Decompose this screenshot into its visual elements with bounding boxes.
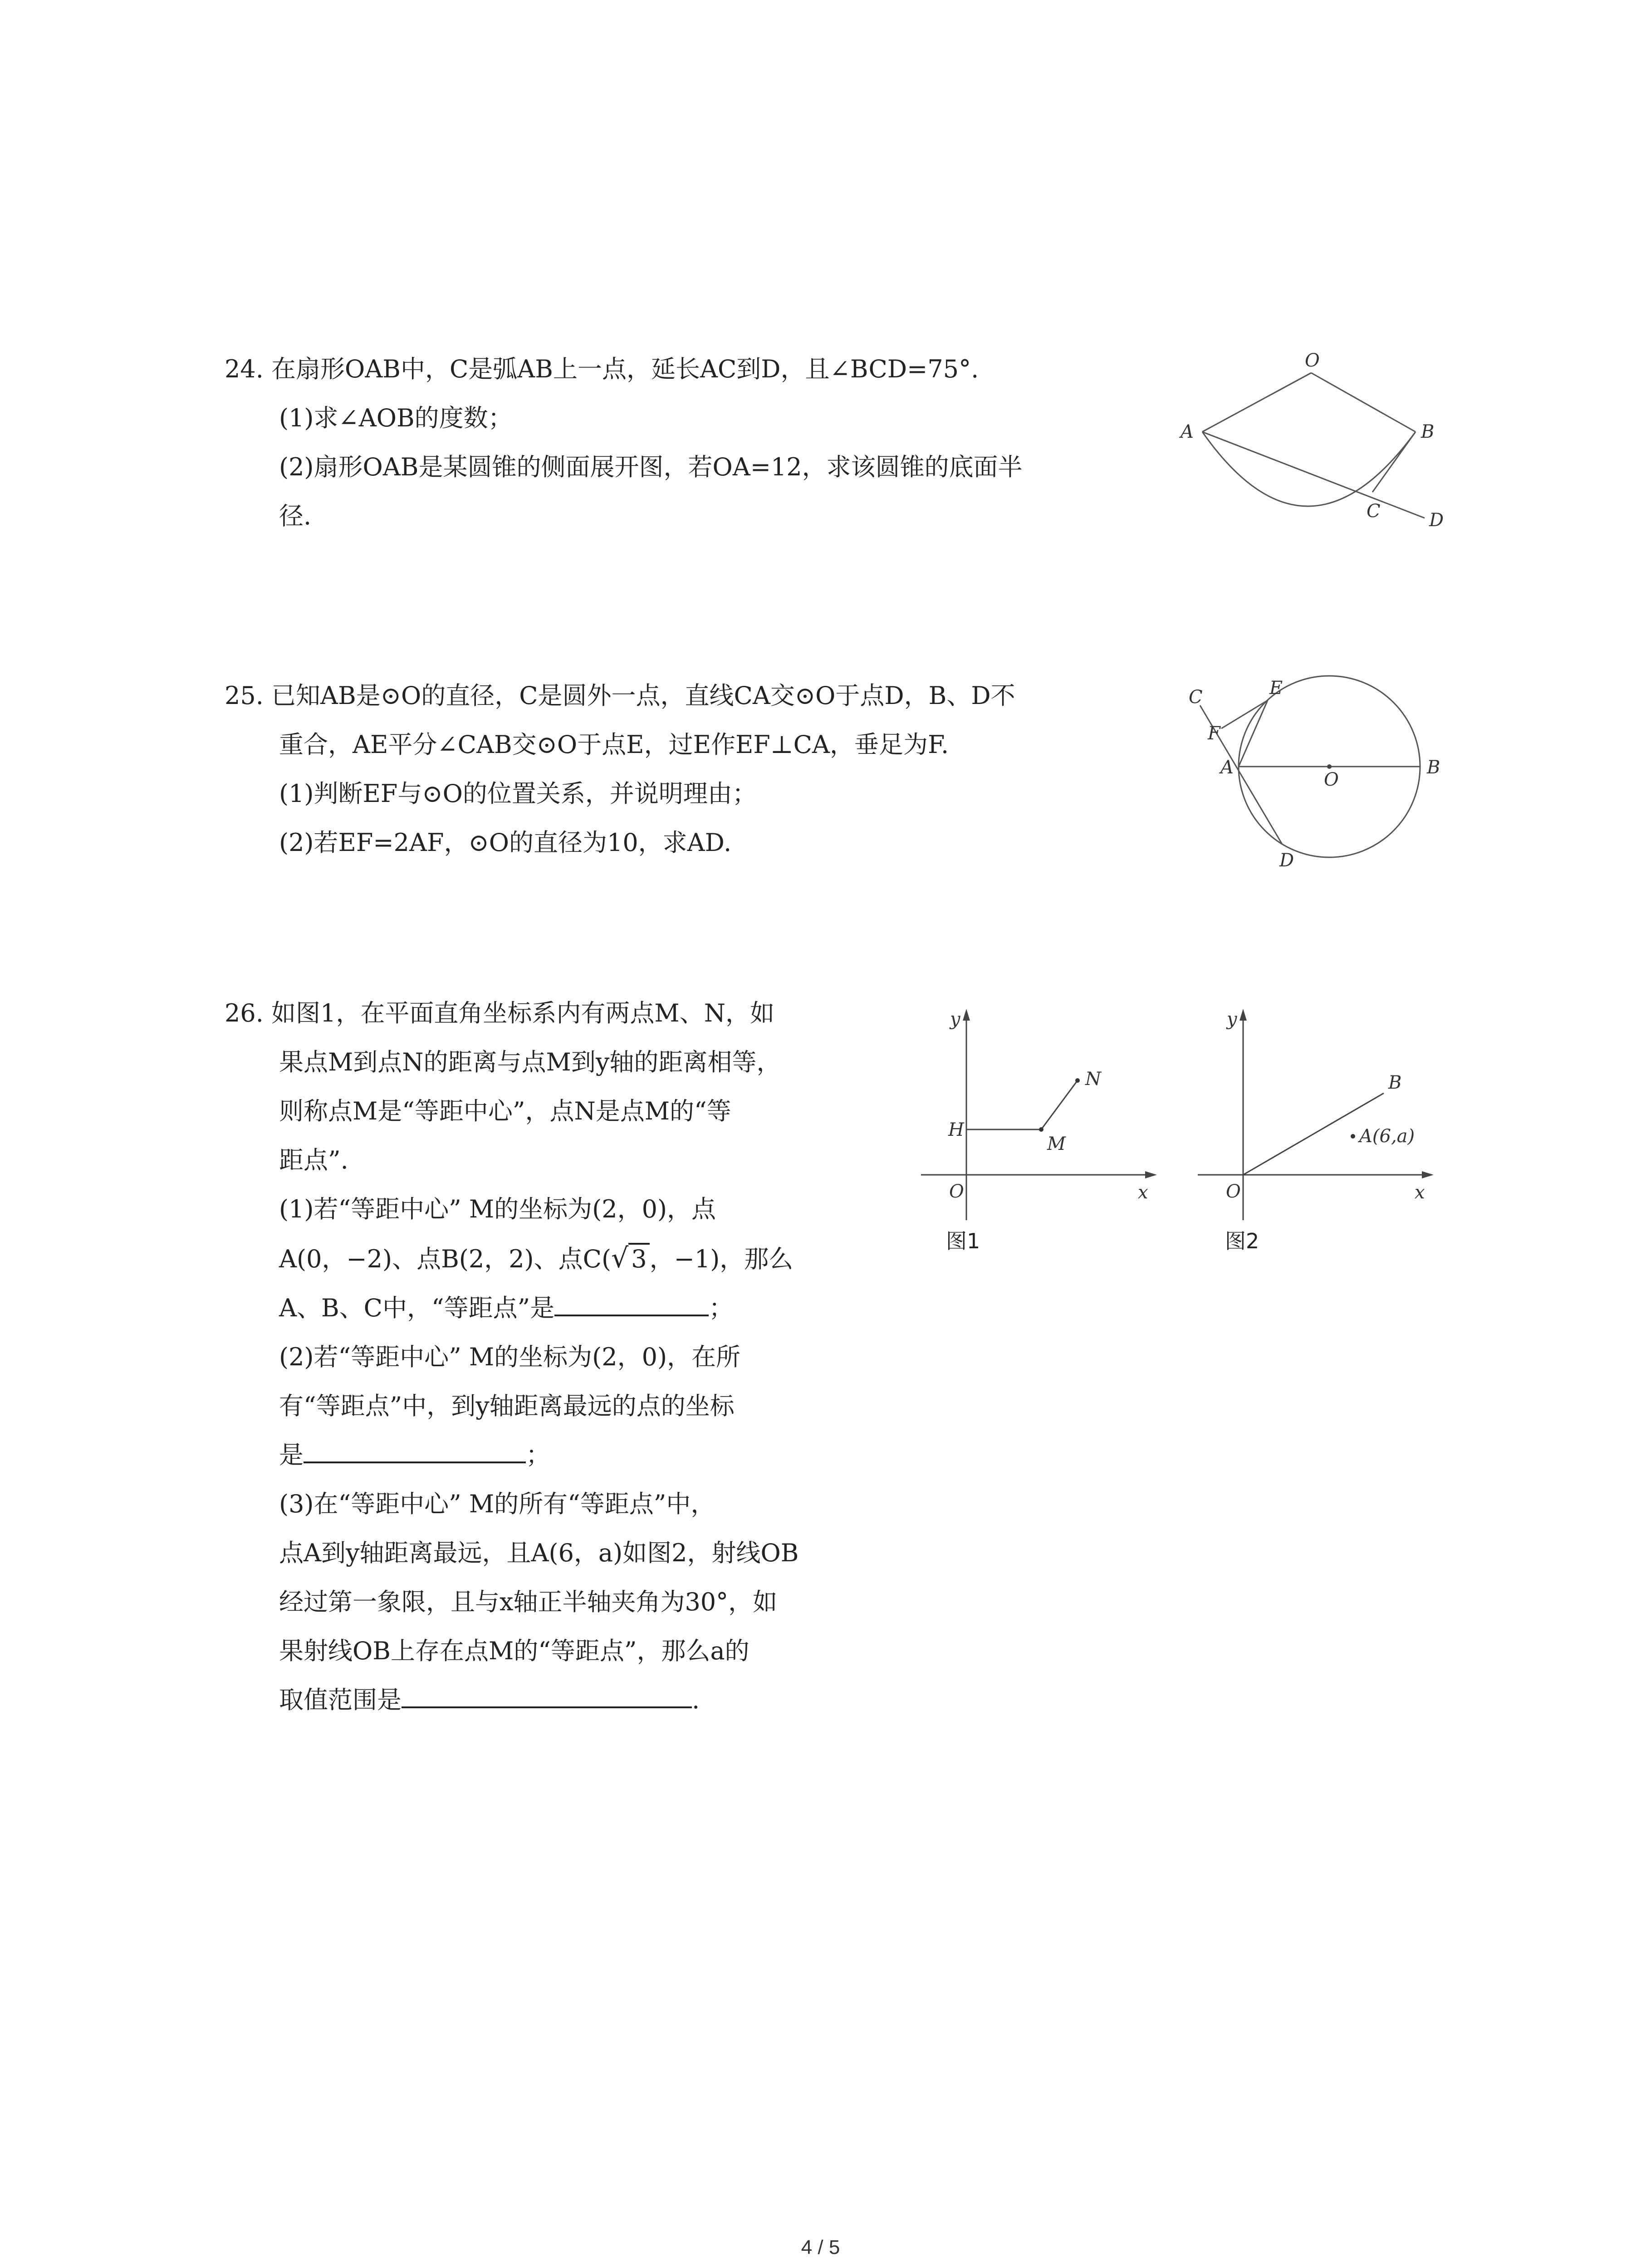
q24-line-3: (2)扇形OAB是某圆锥的侧面展开图，若OA=12，求该圆锥的底面半: [279, 453, 1023, 481]
q26-line-10-end: ；: [526, 1441, 550, 1469]
q26-line-10-text: 是: [279, 1441, 304, 1469]
sqrt-radicand: 3: [628, 1243, 649, 1273]
q25-label-e: E: [1269, 678, 1283, 699]
fig1-label-y: y: [950, 1009, 960, 1030]
fig1-label-o: O: [949, 1181, 964, 1202]
q26-line-15-text: 取值范围是: [279, 1686, 402, 1714]
answer-blank-3[interactable]: [402, 1679, 692, 1708]
sqrt-icon: √: [611, 1242, 629, 1274]
fig2-label-y: y: [1227, 1009, 1237, 1030]
q26-line-3: 则称点M是“等距中心”，点N是点M的“等: [279, 1097, 731, 1125]
q24-label-b: B: [1421, 421, 1435, 442]
q26-line-8: (2)若“等距中心” M的坐标为(2，0)，在所: [279, 1343, 741, 1371]
q25-circle-figure: [1180, 667, 1470, 875]
q26-line-7-text: A、B、C中，“等距点”是: [279, 1294, 555, 1322]
q26-line-6-start: A(0，−2)、点B(2，2)、点C(: [279, 1245, 612, 1273]
q26-line-5: (1)若“等距中心” M的坐标为(2，0)，点: [279, 1195, 716, 1223]
q26-line-1: 26. 如图1，在平面直角坐标系内有两点M、N，如: [225, 999, 774, 1027]
q26-line-11: (3)在“等距中心” M的所有“等距点”中，: [279, 1490, 715, 1518]
question-26: [225, 989, 799, 1725]
q26-line-7: [225, 1284, 799, 1333]
q26-line-14: 果射线OB上存在点M的“等距点”，那么a的: [279, 1637, 749, 1665]
q24-label-d: D: [1429, 510, 1444, 531]
q26-figure-2: [1189, 998, 1443, 1234]
q25-label-o: O: [1324, 769, 1339, 790]
q26-line-12: 点A到y轴距离最远，且A(6，a)如图2，射线OB: [279, 1539, 799, 1567]
answer-blank-2[interactable]: [304, 1434, 526, 1463]
q24-label-o: O: [1305, 350, 1320, 371]
question-24: [225, 345, 1023, 541]
fig2-label-b: B: [1388, 1072, 1402, 1093]
q24-label-a: A: [1181, 421, 1194, 442]
q26-figure-1: [912, 998, 1166, 1234]
q25-label-b: B: [1427, 757, 1440, 778]
fig1-label-x: x: [1138, 1182, 1148, 1203]
q25-label-f: F: [1208, 723, 1220, 744]
question-25: [225, 671, 1015, 867]
fig1-caption: 图1: [946, 1229, 980, 1253]
q26-line-4: 距点”.: [279, 1146, 348, 1174]
answer-blank-1[interactable]: [554, 1287, 709, 1316]
page-number: 4 / 5: [801, 2236, 840, 2258]
fig1-label-m: M: [1047, 1134, 1066, 1154]
q24-line-1: 24. 在扇形OAB中，C是弧AB上一点，延长AC到D，且∠BCD=75°.: [225, 355, 979, 383]
q26-line-2: 果点M到点N的距离与点M到y轴的距离相等，: [279, 1048, 781, 1076]
q26-line-9: 有“等距点”中，到y轴距离最远的点的坐标: [279, 1392, 735, 1420]
q25-label-d: D: [1279, 850, 1294, 871]
q24-label-c: C: [1367, 501, 1381, 522]
q25-label-c: C: [1189, 687, 1203, 708]
fig2-label-x: x: [1415, 1182, 1425, 1203]
q25-line-4: (2)若EF=2AF，⊙O的直径为10，求AD.: [279, 828, 732, 857]
q26-line-13: 经过第一象限，且与x轴正半轴夹角为30°，如: [279, 1588, 778, 1616]
q26-line-15: [225, 1676, 799, 1725]
q24-sector-figure: [1171, 345, 1470, 544]
fig2-caption: 图2: [1225, 1229, 1259, 1253]
q26-line-7-end: ；: [709, 1294, 734, 1322]
q25-line-2: 重合，AE平分∠CAB交⊙O于点E，过E作EF⊥CA，垂足为F.: [279, 730, 949, 759]
q25-label-a: A: [1220, 757, 1234, 778]
q25-line-1: 25. 已知AB是⊙O的直径，C是圆外一点，直线CA交⊙O于点D，B、D不: [225, 681, 1015, 710]
fig2-label-o: O: [1226, 1181, 1241, 1202]
q26-line-15-end: .: [692, 1686, 700, 1714]
fig2-label-a: A(6,a): [1359, 1126, 1415, 1147]
q26-line-10: [225, 1431, 799, 1480]
q24-line-2: (1)求∠AOB的度数；: [279, 404, 513, 432]
q26-line-6: [225, 1234, 799, 1284]
q24-line-4: 径.: [279, 502, 312, 530]
q25-line-3: (1)判断EF与⊙O的位置关系，并说明理由；: [279, 779, 757, 808]
fig1-label-n: N: [1085, 1069, 1101, 1090]
fig1-label-h: H: [948, 1119, 964, 1140]
q26-line-6-end: ，−1)，那么: [649, 1245, 794, 1273]
